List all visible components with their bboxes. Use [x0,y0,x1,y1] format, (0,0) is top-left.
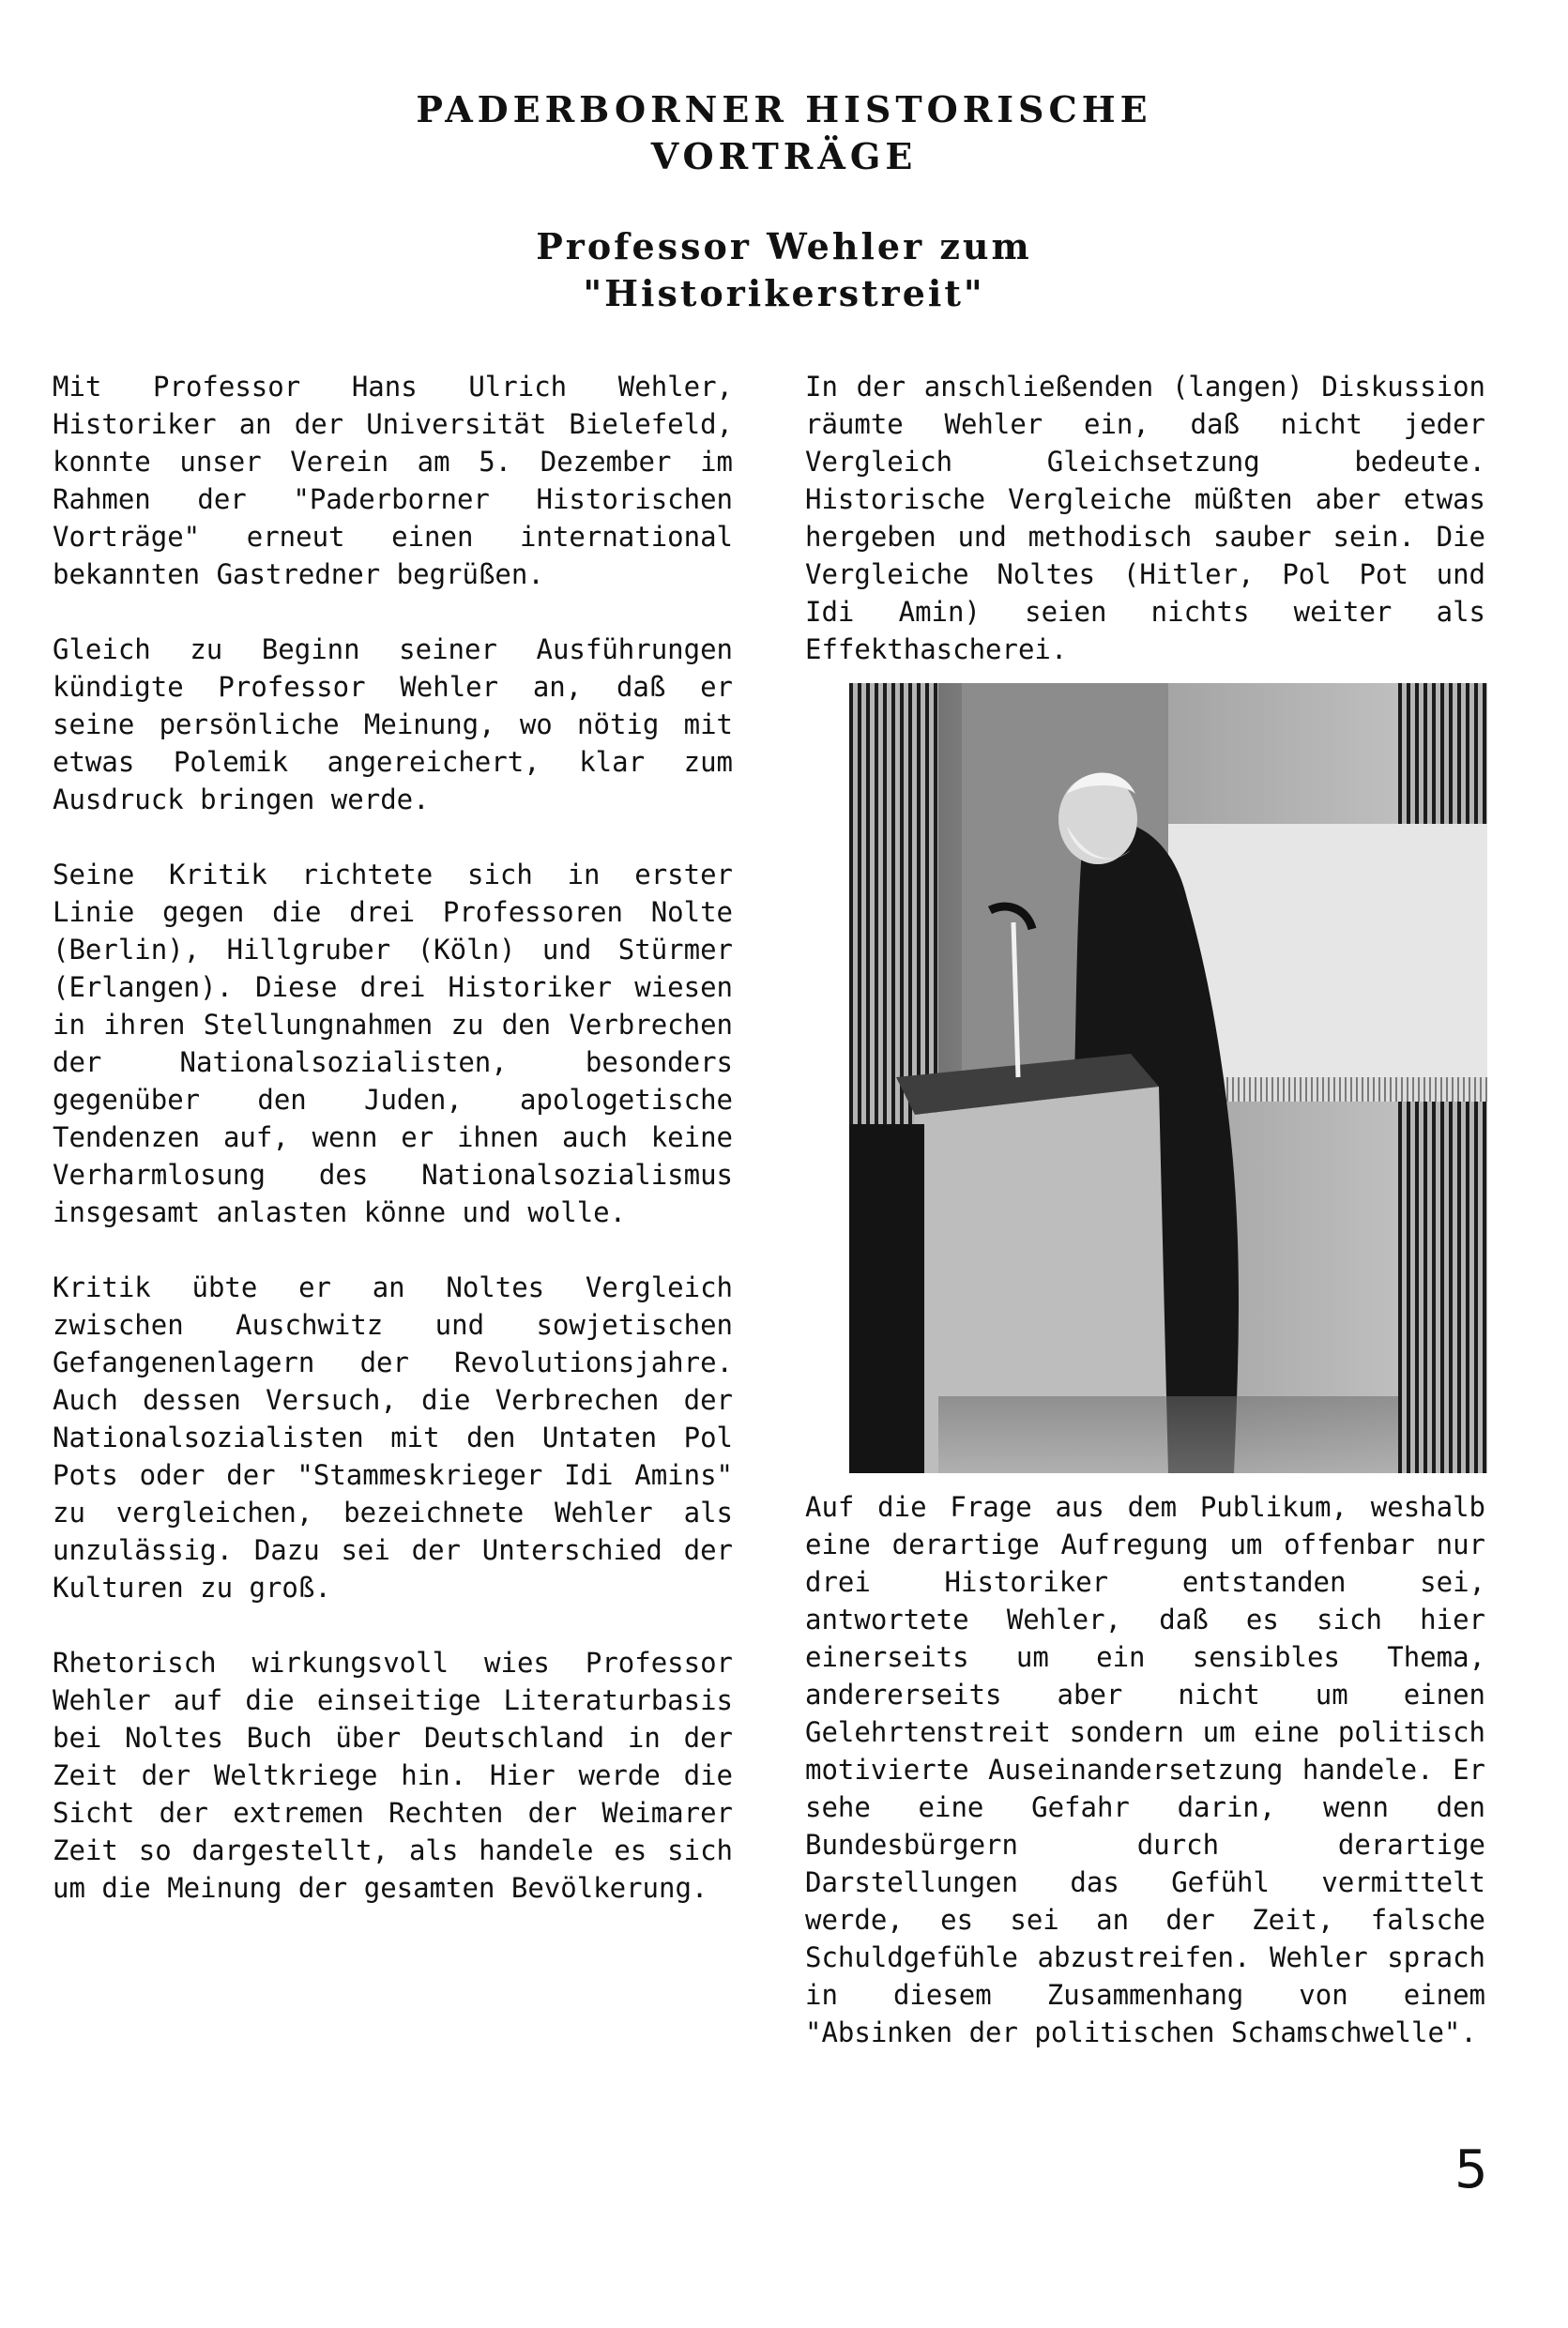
series-title [0,86,1568,180]
right-column-top [805,368,1485,668]
photo-lectern-shadow [849,1124,924,1473]
paragraph-literature-basis: Rhetorisch wirkungsvoll wies Professor Wehler auf die einseitige Literaturbasis bei Noltes Buch über Deutschland in der Zeit der Weltkriege hin. Hier werde die Sicht der extremen Rechten der Weimarer Zeit so dargestellt, als handele es sich um die Meinung der gesamten Bevölkerung. [53,1647,733,1904]
article-title [0,223,1568,317]
article-title-line-2: "Historikerstreit" [583,272,985,314]
paragraph-critique-professors: Seine Kritik richtete sich in erster Linie gegen die drei Professoren Nolte (Berlin), Hillgruber (Köln) und Stürmer (Erlangen). Diese drei Historiker wiesen in ihren Stellungnahmen zu den Verbrechen der Nationalsozialisten, besonders gegenüber den Juden, apologetische Tendenzen auf, wenn er ihnen auch keine Verharmlosung des Nationalsozialismus insgesamt anlasten könne und wolle. [53,859,733,1228]
lecture-photo [849,683,1487,1473]
series-title-line-1: PADERBORNER HISTORISCHE [416,88,1152,130]
left-column [53,368,733,1907]
article-title-line-1: Professor Wehler zum [536,225,1032,267]
right-column-bottom [805,1488,1485,2051]
series-title-line-2: VORTRÄGE [650,135,918,177]
paragraph-audience-question: Auf die Frage aus dem Publikum, weshalb eine derartige Aufregung um offenbar nur drei Historiker entstanden sei, antwortete Wehler, daß es sich hier einerseits um ein sensibles Thema, andererseits aber nicht um einen Gelehrtenstreit sondern um eine politisch motivierte Auseinandersetzung handele. Er sehe eine Gefahr darin, wenn den Bundesbürgern durch derartige Darstellungen das Gefühl vermittelt werde, es sei an der Zeit, falsche Schuldgefühle abzustreifen. Wehler sprach in diesem Zusammenhang von einem "Absinken der politischen Schamschwelle". [805,1491,1485,2048]
page-number: 5 [1454,2139,1488,2200]
paragraph-critique-nolte: Kritik übte er an Noltes Vergleich zwischen Auschwitz und sowjetischen Gefangenenlagern der Revolutionsjahre. Auch dessen Versuch, die Verbrechen der Nationalsozialisten mit den Untaten Pol Pots oder der "Stammeskrieger Idi Amins" zu vergleichen, bezeichnete Wehler als unzulässig. Dazu sei der Unterschied der Kulturen zu groß. [53,1271,733,1604]
paragraph-discussion: In der anschließenden (langen) Diskussion räumte Wehler ein, daß nicht jeder Vergleich Gleichsetzung bedeute. Historische Vergleiche müßten aber etwas hergeben und methodisch sauber sein. Die Vergleiche Noltes (Hitler, Pol Pot und Idi Amin) seien nichts weiter als Effekthascherei. [805,371,1485,665]
photo-floor [938,1396,1398,1473]
paragraph-announcement: Gleich zu Beginn seiner Ausführungen kündigte Professor Wehler an, daß er seine persönliche Meinung, wo nötig mit etwas Polemik angereichert, klar zum Ausdruck bringen werde. [53,633,733,815]
paragraph-intro: Mit Professor Hans Ulrich Wehler, Historiker an der Universität Bielefeld, konnte unser Verein am 5. Dezember im Rahmen der "Paderborner Historischen Vorträge" erneut einen international bekannten Gastredner begrüßen. [53,371,733,590]
